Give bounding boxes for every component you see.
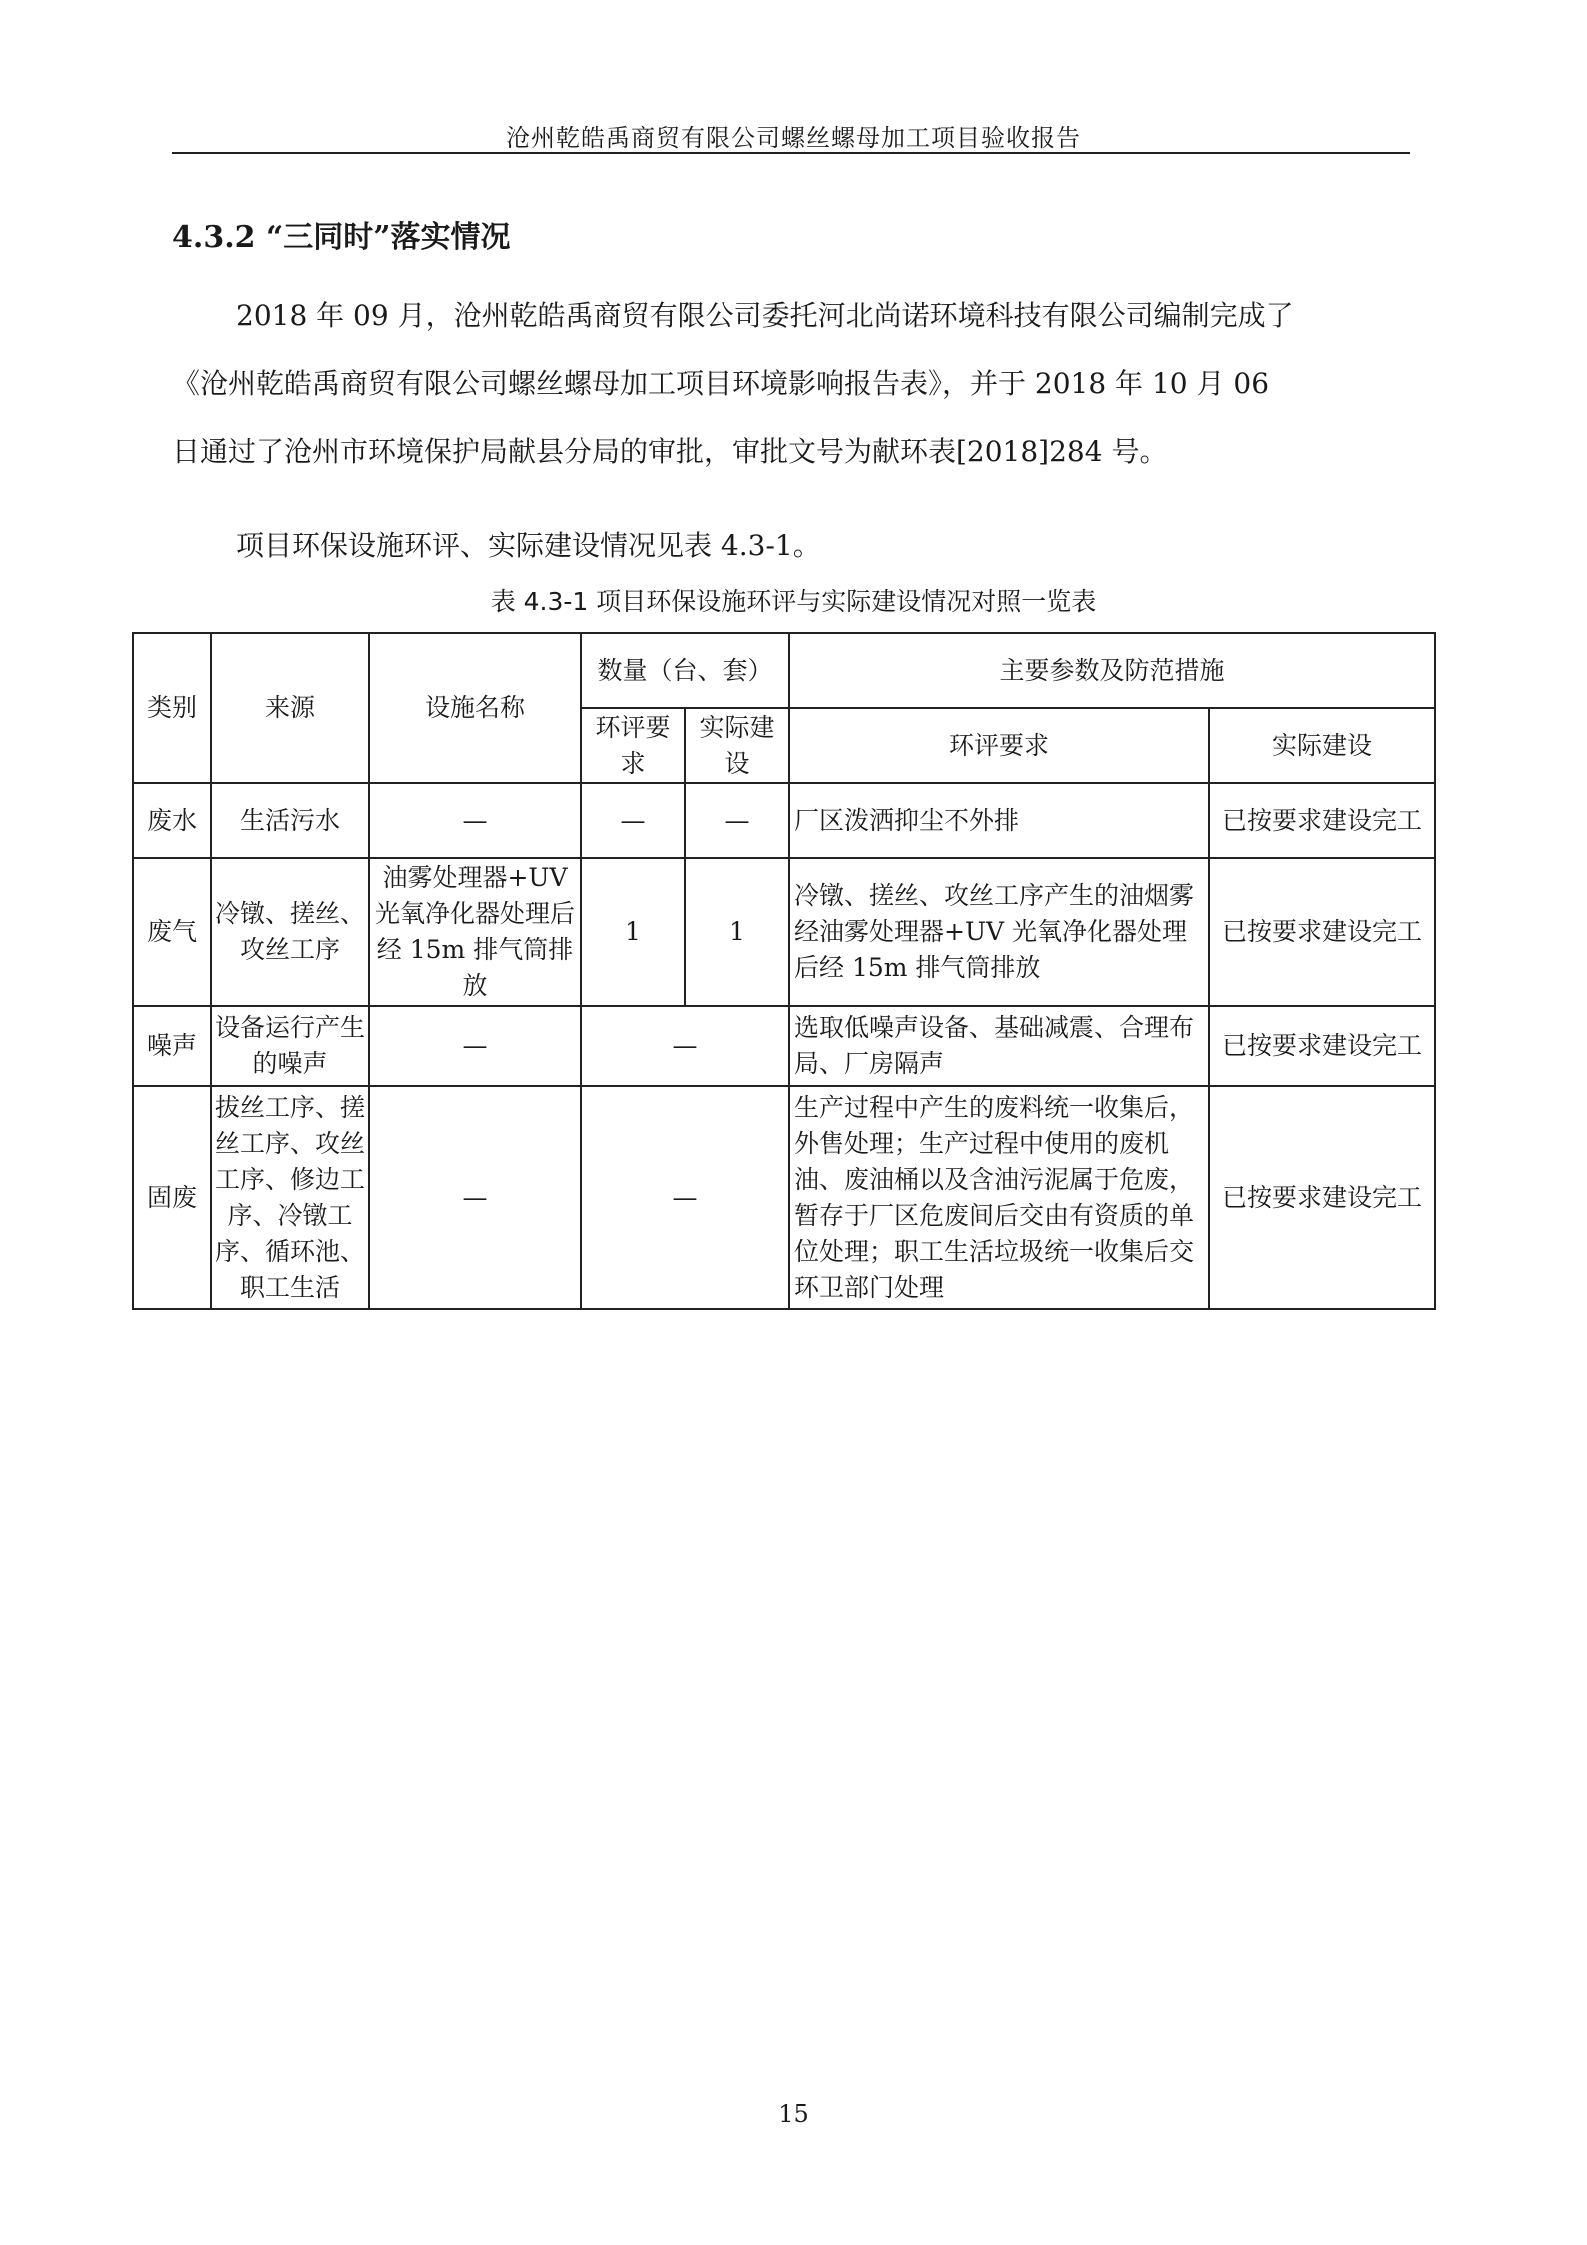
cell-measures-eia: 厂区泼洒抑尘不外排 xyxy=(789,783,1209,858)
header-rule xyxy=(172,152,1410,154)
cell-qty-eia: 1 xyxy=(581,858,685,1006)
paragraph-2 xyxy=(172,512,1412,580)
cell-qty: — xyxy=(581,1006,789,1086)
cell-facility: 油雾处理器+UV光氧净化器处理后经 15m 排气筒排放 xyxy=(369,858,581,1006)
cell-measures-eia: 选取低噪声设备、基础减震、合理布局、厂房隔声 xyxy=(789,1006,1209,1086)
facility-comparison-table xyxy=(132,632,1436,1310)
table-header-row-1 xyxy=(133,633,1435,708)
cell-measures-actual: 已按要求建设完工 xyxy=(1209,858,1435,1006)
paragraph-1-line-2: 《沧州乾皓禹商贸有限公司螺丝螺母加工项目环境影响报告表》，并于 2018 年 10 月 06 xyxy=(172,367,1270,400)
cell-measures-actual: 已按要求建设完工 xyxy=(1209,1086,1435,1309)
paragraph-2-line: 项目环保设施环评、实际建设情况见表 4.3-1。 xyxy=(236,529,821,562)
cell-source: 冷镦、搓丝、攻丝工序 xyxy=(211,858,369,1006)
cell-qty-eia: — xyxy=(581,783,685,858)
cell-qty: — xyxy=(581,1086,789,1309)
cell-category: 噪声 xyxy=(133,1006,211,1086)
paragraph-1 xyxy=(172,282,1412,486)
cell-source: 生活污水 xyxy=(211,783,369,858)
document-header-title: 沧州乾皓禹商贸有限公司螺丝螺母加工项目验收报告 xyxy=(506,124,1081,152)
table-row xyxy=(133,1086,1435,1309)
table-row xyxy=(133,783,1435,858)
cell-facility: — xyxy=(369,1086,581,1309)
cell-category: 废气 xyxy=(133,858,211,1006)
paragraph-1-line-1: 2018 年 09 月，沧州乾皓禹商贸有限公司委托河北尚诺环境科技有限公司编制完成了 xyxy=(236,299,1294,332)
cell-qty-actual: — xyxy=(685,783,789,858)
cell-qty-actual: 1 xyxy=(685,858,789,1006)
header-measures: 主要参数及防范措施 xyxy=(789,633,1435,708)
cell-measures-eia: 生产过程中产生的废料统一收集后，外售处理；生产过程中使用的废机油、废油桶以及含油污泥属于危废，暂存于厂区危废间后交由有资质的单位处理；职工生活垃圾统一收集后交环卫部门处理 xyxy=(789,1086,1209,1309)
header-measures-actual: 实际建设 xyxy=(1209,708,1435,783)
header-category: 类别 xyxy=(133,633,211,783)
table-caption: 表 4.3-1 项目环保设施环评与实际建设情况对照一览表 xyxy=(490,587,1097,616)
cell-facility: — xyxy=(369,1006,581,1086)
section-heading: 4.3.2 “三同时”落实情况 xyxy=(172,220,511,255)
cell-category: 废水 xyxy=(133,783,211,858)
cell-category: 固废 xyxy=(133,1086,211,1309)
table-row xyxy=(133,858,1435,1006)
header-quantity-actual: 实际建设 xyxy=(685,708,789,783)
cell-source: 设备运行产生的噪声 xyxy=(211,1006,369,1086)
paragraph-1-line-3: 日通过了沧州市环境保护局献县分局的审批，审批文号为献环表[2018]284 号。 xyxy=(172,435,1168,468)
cell-measures-actual: 已按要求建设完工 xyxy=(1209,783,1435,858)
cell-measures-eia: 冷镦、搓丝、攻丝工序产生的油烟雾经油雾处理器+UV 光氧净化器处理后经 15m 排气筒排放 xyxy=(789,858,1209,1006)
header-quantity: 数量（台、套） xyxy=(581,633,789,708)
cell-facility: — xyxy=(369,783,581,858)
cell-source: 拔丝工序、搓丝工序、攻丝工序、修边工序、冷镦工序、循环池、职工生活 xyxy=(211,1086,369,1309)
table-row xyxy=(133,1006,1435,1086)
header-facility: 设施名称 xyxy=(369,633,581,783)
page-number: 15 xyxy=(778,2100,809,2128)
cell-measures-actual: 已按要求建设完工 xyxy=(1209,1006,1435,1086)
header-measures-eia: 环评要求 xyxy=(789,708,1209,783)
header-source: 来源 xyxy=(211,633,369,783)
header-quantity-eia: 环评要求 xyxy=(581,708,685,783)
